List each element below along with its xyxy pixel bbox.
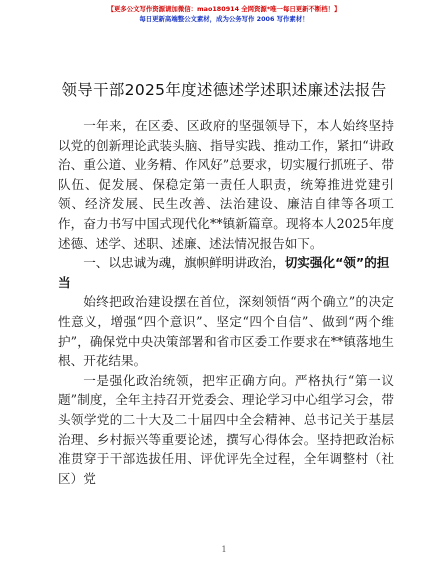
section-1-heading-emphasis: 切实强化“领”的担当 bbox=[58, 255, 390, 290]
document-body bbox=[58, 116, 394, 488]
section-1-paragraph-2 bbox=[58, 371, 394, 489]
promo-banner-line-1: 【更多公文写作资源请加微信：mao180914 全网资源*唯一每日更新不断档！】 bbox=[107, 5, 341, 13]
subpoint-body: 严格执行“第一议题”制度，全年主持召开党委会、理论学习中心组学习会，带头领学党的二十大及二十届四中全会精神、总书记关于基层治理、乡村振兴等重要论述，撰写心得体会。坚持把政治标准贯穿于干部选拔任用、评优评先全过程，全年调整村（社区）党 bbox=[58, 372, 394, 486]
intro-paragraph: 一年来，在区委、区政府的坚强领导下，本人始终坚持以党的创新理论武装头脑、指导实践、推动工作，紧扣“讲政治、重公道、业务精、作风好”总要求，切实履行抓班子、带队伍、促发展、保稳定第一责任人职责，统筹推进党建引领、经济发展、民生改善、法治建设、廉洁自律等各项工作，奋力书写中国式现代化**镇新篇章。现将本人2025年度述德、述学、述职、述廉、述法情况报告如下。 bbox=[58, 118, 394, 251]
section-1-heading-lead: 一、以忠诚为魂，旗帜鲜明讲政治， bbox=[83, 255, 285, 271]
document-title: 领导干部2025年度述德述学述职述廉述法报告 bbox=[61, 81, 387, 99]
promo-banner-line-2: 每日更新高端整公文素材，成为公务写作 2006 写作素材！ bbox=[139, 15, 309, 23]
page-number: 1 bbox=[221, 545, 227, 554]
section-1-paragraph-1: 始终把政治建设摆在首位，深刻领悟“两个确立”的决定性意义，增强“四个意识”、坚定“四个自信”、做到“两个维护”，确保党中央决策部署和省市区委工作要求在**镇落地生根、开花结果。 bbox=[58, 294, 394, 369]
promo-banner bbox=[0, 4, 448, 24]
section-1-heading bbox=[58, 253, 394, 292]
subpoint-lead: 一是强化政治统领，把牢正确方向。 bbox=[83, 372, 295, 388]
